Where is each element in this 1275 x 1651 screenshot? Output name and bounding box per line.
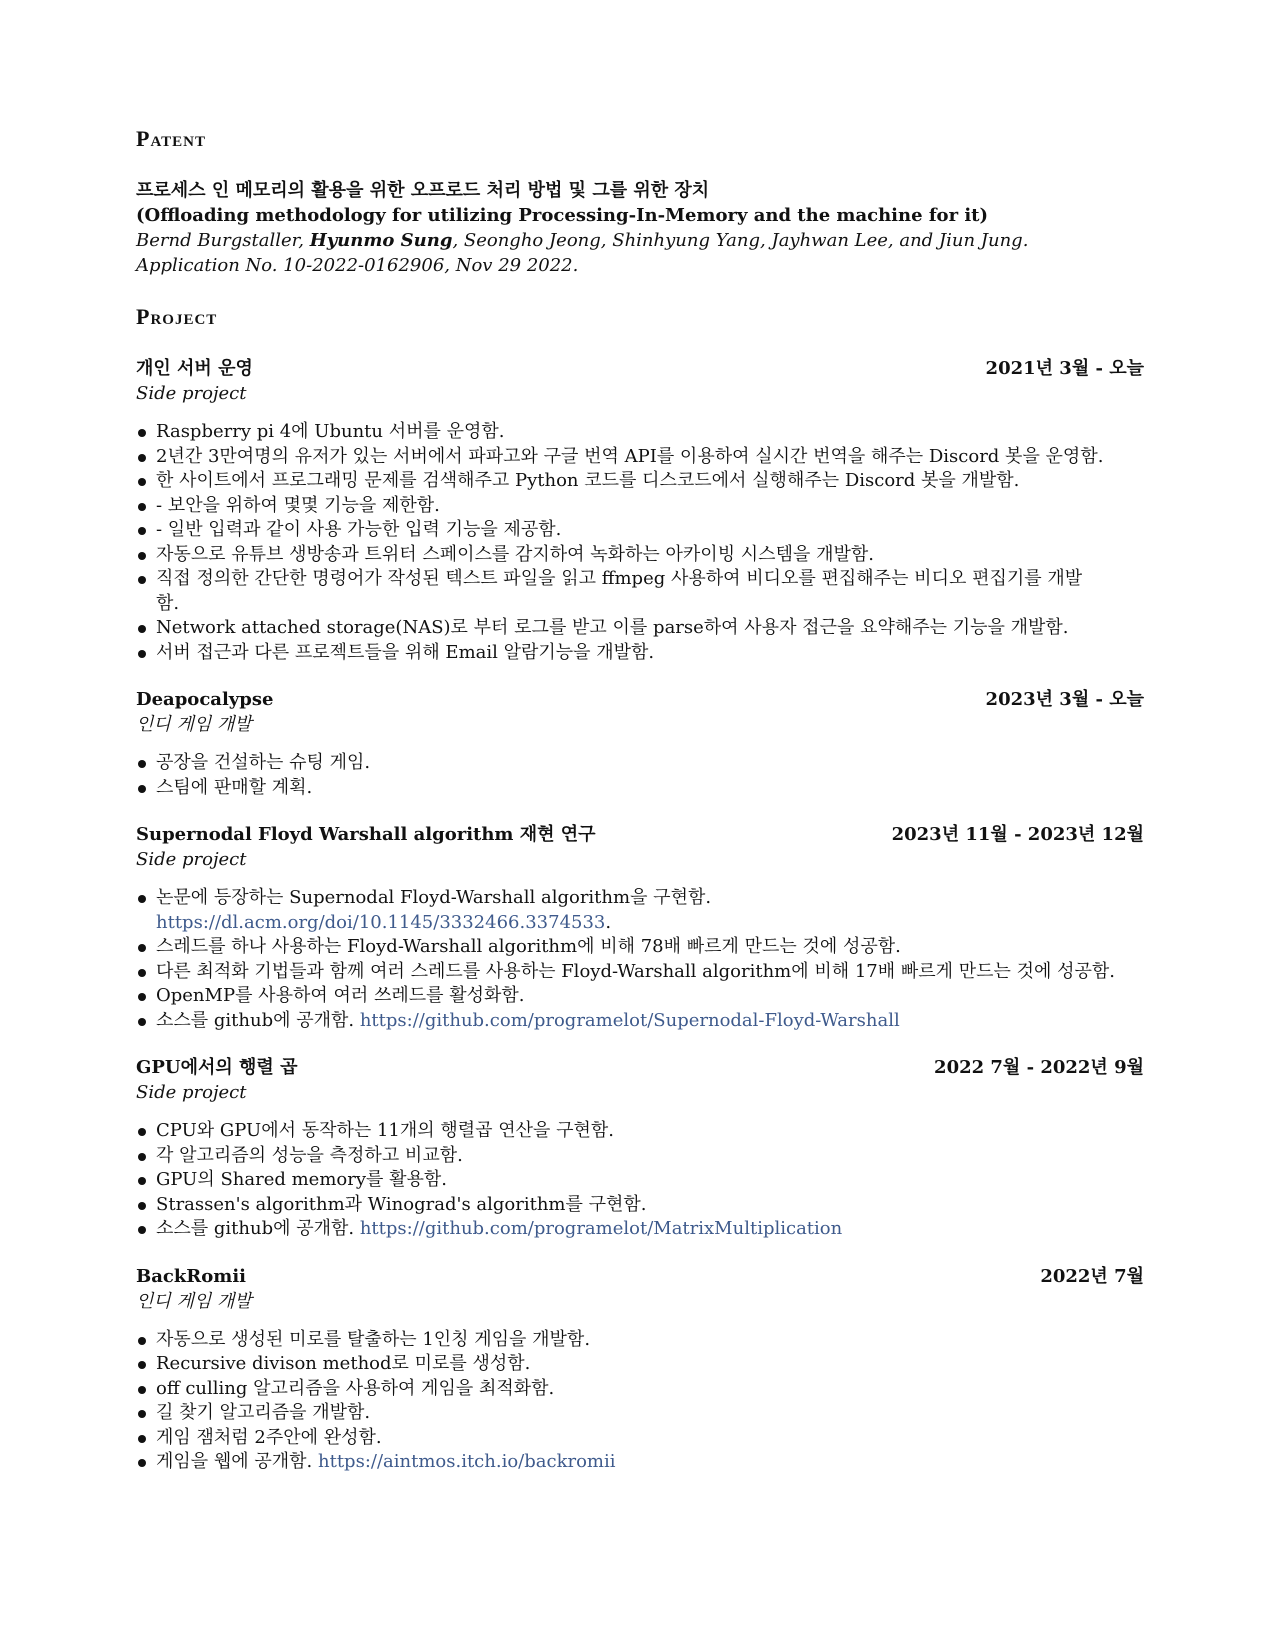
list-item: 직접 정의한 간단한 명령어가 작성된 텍스트 파일을 읽고 ffmpeg 사용하여 비디오를 편집해주는 비디오 편집기를 개발함. [136,567,1144,616]
patent-authors [136,228,1144,253]
bullet-list [136,886,1144,1033]
bullet-list [136,1119,1144,1242]
list-item: 한 사이트에서 프로그래밍 문제를 검색해주고 Python 코드를 디스코드에서 실행해주는 Discord 봇을 개발함. [136,469,1144,494]
project-entry-gpu-matmul [136,1055,1144,1242]
patent-entry [136,178,1144,278]
project-subtitle: Side project [136,1082,247,1103]
authors-after: , Seongho Jeong, Shinhyung Yang, Jayhwan Lee, and Jiun Jung. [452,230,1029,251]
list-item: Raspberry pi 4에 Ubuntu 서버를 운영함. [136,420,1144,445]
project-name: Deapocalypse [136,689,274,710]
paper-link[interactable]: https://dl.acm.org/doi/10.1145/3332466.3374533 [156,911,606,933]
project-entry-supernodal [136,822,1144,1033]
list-item: off culling 알고리즘을 사용하여 게임을 최적화함. [136,1377,1144,1402]
project-subtitle: 인디 게임 개발 [136,714,252,735]
project-date: 2023년 3월 - 오늘 [985,689,1144,710]
project-date: 2021년 3월 - 오늘 [985,358,1144,379]
patent-application: Application No. 10-2022-0162906, Nov 29 2022. [136,255,579,276]
bullet-list [136,1328,1144,1475]
github-link[interactable]: https://github.com/programelot/Supernodal-Floyd-Warshall [359,1009,900,1031]
list-item: 공장을 건설하는 슈팅 게임. [136,751,1144,776]
list-item: 서버 접근과 다른 프로젝트들을 위해 Email 알람기능을 개발함. [136,641,1144,666]
project-name: Supernodal Floyd Warshall algorithm 재현 연구 [136,824,596,845]
project-section-title: Project [136,304,218,329]
author-highlight: Hyunmo Sung [309,230,453,251]
list-item: 길 찾기 알고리즘을 개발함. [136,1401,1144,1426]
project-subtitle: Side project [136,383,247,404]
project-name: 개인 서버 운영 [136,358,253,379]
bullet-text: 게임을 웹에 공개함. [156,1451,318,1472]
project-name: BackRomii [136,1265,246,1287]
project-name: GPU에서의 행렬 곱 [136,1057,298,1078]
list-item: - 보안을 위하여 몇몇 기능을 제한함. [136,494,1144,519]
resume-page [136,126,1144,1475]
project-entry-personal-server [136,356,1144,665]
bullet-text: 소스를 github에 공개함. [156,1009,360,1031]
list-item: - 일반 입력과 같이 사용 가능한 입력 기능을 제공함. [136,518,1144,543]
bullet-list [136,751,1144,800]
list-item: GPU의 Shared memory를 활용함. [136,1168,1144,1193]
list-item: Recursive divison method로 미로를 생성함. [136,1352,1144,1377]
list-item [136,1450,1144,1475]
authors-before: Bernd Burgstaller, [136,230,310,251]
list-item [136,1009,1144,1034]
project-subtitle: 인디 게임 개발 [136,1290,252,1312]
project-date: 2022 7월 - 2022년 9월 [934,1057,1144,1078]
list-item: 각 알고리즘의 성능을 측정하고 비교함. [136,1144,1144,1169]
patent-section-title: Patent [136,126,207,151]
bullet-text-after: . [605,911,612,933]
patent-title-korean: 프로세스 인 메모리의 활용을 위한 오프로드 처리 방법 및 그를 위한 장치 [136,180,710,201]
patent-title-english: (Offloading methodology for utilizing Processing-In-Memory and the machine for it) [136,205,988,226]
list-item: OpenMP를 사용하여 여러 쓰레드를 활성화함. [136,984,1144,1009]
list-item: 자동으로 생성된 미로를 탈출하는 1인칭 게임을 개발함. [136,1328,1144,1353]
list-item: Network attached storage(NAS)로 부터 로그를 받고 이를 parse하여 사용자 접근을 요약해주는 기능을 개발함. [136,616,1144,641]
bullet-text: 소스를 github에 공개함. [156,1218,360,1239]
project-subtitle: Side project [136,849,247,870]
list-item: 스레드를 하나 사용하는 Floyd-Warshall algorithm에 비해 78배 빠르게 만드는 것에 성공함. [136,935,1144,960]
bullet-list [136,420,1144,665]
list-item: 자동으로 유튜브 생방송과 트위터 스페이스를 감지하여 녹화하는 아카이빙 시스템을 개발함. [136,543,1144,568]
list-item [136,886,1144,935]
github-link[interactable]: https://github.com/programelot/MatrixMultiplication [359,1218,843,1239]
list-item: 2년간 3만여명의 유저가 있는 서버에서 파파고와 구글 번역 API를 이용하여 실시간 번역을 해주는 Discord 봇을 운영함. [136,445,1144,470]
list-item: CPU와 GPU에서 동작하는 11개의 행렬곱 연산을 구현함. [136,1119,1144,1144]
project-entry-deapocalypse [136,687,1144,800]
project-entry-backromii [136,1264,1144,1475]
list-item: Strassen's algorithm과 Winograd's algorithm를 구현함. [136,1193,1144,1218]
list-item [136,1217,1144,1242]
list-item: 스팀에 판매할 계획. [136,776,1144,801]
list-item: 다른 최적화 기법들과 함께 여러 스레드를 사용하는 Floyd-Warshall algorithm에 비해 17배 빠르게 만드는 것에 성공함. [136,960,1144,985]
project-date: 2023년 11월 - 2023년 12월 [891,824,1144,845]
project-date: 2022년 7월 [1040,1265,1144,1287]
bullet-text: 논문에 등장하는 Supernodal Floyd-Warshall algorithm을 구현함. [156,887,712,908]
itch-link[interactable]: https://aintmos.itch.io/backromii [318,1451,616,1472]
list-item: 게임 잼처럼 2주안에 완성함. [136,1426,1144,1451]
